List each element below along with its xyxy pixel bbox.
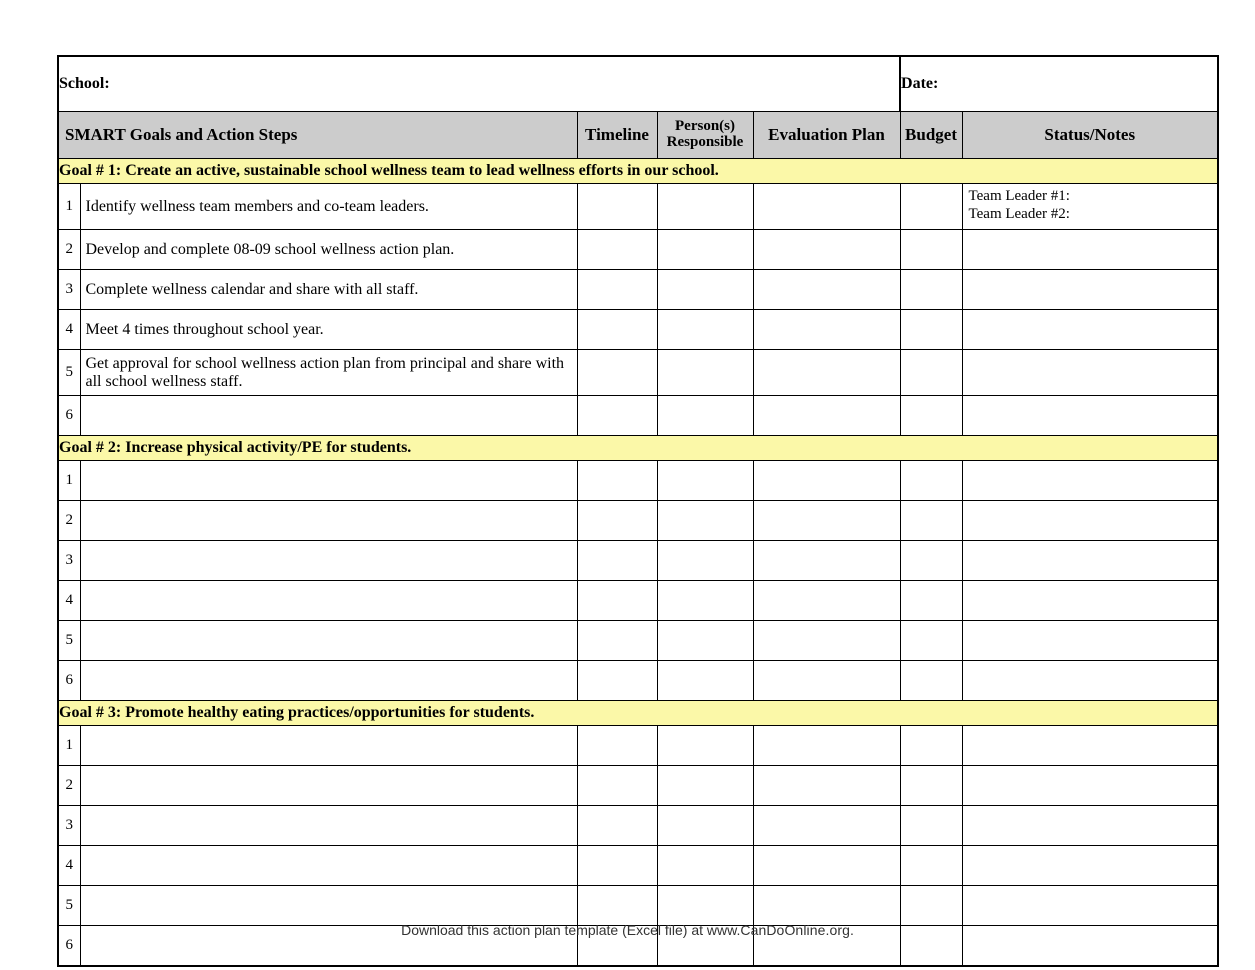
- action-step-cell[interactable]: [80, 501, 577, 541]
- school-date-row: [58, 56, 1218, 112]
- budget-cell[interactable]: [900, 661, 962, 701]
- table-row: [58, 396, 1218, 436]
- action-step-cell[interactable]: [80, 846, 577, 886]
- evaluation-plan-cell[interactable]: [753, 846, 900, 886]
- table-row: [58, 766, 1218, 806]
- action-step-cell[interactable]: [80, 396, 577, 436]
- table-row: [58, 350, 1218, 396]
- row-number: 2: [58, 501, 80, 541]
- evaluation-plan-cell[interactable]: [753, 310, 900, 350]
- budget-cell[interactable]: [900, 350, 962, 396]
- timeline-cell[interactable]: [577, 621, 657, 661]
- person-responsible-cell[interactable]: [657, 350, 753, 396]
- person-responsible-cell[interactable]: [657, 230, 753, 270]
- status-notes-cell[interactable]: [962, 726, 1218, 766]
- person-responsible-cell[interactable]: [657, 726, 753, 766]
- goal-title: Goal # 2: Increase physical activity/PE for students.: [58, 436, 1218, 461]
- date-label: Date:: [900, 56, 1218, 112]
- evaluation-plan-cell[interactable]: [753, 581, 900, 621]
- row-number: 1: [58, 184, 80, 230]
- budget-cell[interactable]: [900, 396, 962, 436]
- column-header-evaluation: Evaluation Plan: [753, 112, 900, 159]
- timeline-cell[interactable]: [577, 461, 657, 501]
- timeline-cell[interactable]: [577, 396, 657, 436]
- evaluation-plan-cell[interactable]: [753, 661, 900, 701]
- status-notes-cell[interactable]: [962, 501, 1218, 541]
- row-number: 2: [58, 230, 80, 270]
- evaluation-plan-cell[interactable]: [753, 270, 900, 310]
- row-number: 6: [58, 661, 80, 701]
- timeline-cell[interactable]: [577, 806, 657, 846]
- table-row: [58, 310, 1218, 350]
- timeline-cell[interactable]: [577, 886, 657, 926]
- status-notes-cell[interactable]: [962, 766, 1218, 806]
- column-header-person: [657, 112, 753, 159]
- footer-text-after: .: [850, 922, 854, 938]
- timeline-cell[interactable]: [577, 270, 657, 310]
- budget-cell[interactable]: [900, 846, 962, 886]
- timeline-cell[interactable]: [577, 501, 657, 541]
- person-responsible-cell[interactable]: [657, 581, 753, 621]
- table-row: [58, 581, 1218, 621]
- person-responsible-cell[interactable]: [657, 766, 753, 806]
- school-label: School:: [58, 56, 900, 112]
- timeline-cell[interactable]: [577, 581, 657, 621]
- action-plan-document: [57, 55, 1217, 967]
- evaluation-plan-cell[interactable]: [753, 184, 900, 230]
- budget-cell[interactable]: [900, 886, 962, 926]
- status-notes-cell[interactable]: [962, 581, 1218, 621]
- evaluation-plan-cell[interactable]: [753, 396, 900, 436]
- row-number: 5: [58, 621, 80, 661]
- person-responsible-cell[interactable]: [657, 886, 753, 926]
- evaluation-plan-cell[interactable]: [753, 621, 900, 661]
- goal-title: Goal # 1: Create an active, sustainable school wellness team to lead wellness efforts in our school.: [58, 159, 1218, 184]
- column-header-steps: SMART Goals and Action Steps: [58, 112, 577, 159]
- column-header-person-line1: Person(s): [675, 118, 735, 135]
- person-responsible-cell[interactable]: [657, 661, 753, 701]
- budget-cell[interactable]: [900, 270, 962, 310]
- action-step-cell[interactable]: Complete wellness calendar and share with all staff.: [80, 270, 577, 310]
- action-step-cell[interactable]: Identify wellness team members and co-team leaders.: [80, 184, 577, 230]
- column-header-timeline: Timeline: [577, 112, 657, 159]
- goal-title-row: [58, 701, 1218, 726]
- status-notes-cell[interactable]: [962, 184, 1218, 230]
- status-note-line: Team Leader #2:: [968, 206, 1070, 222]
- timeline-cell[interactable]: [577, 310, 657, 350]
- action-step-cell[interactable]: [80, 766, 577, 806]
- goal-title-row: [58, 159, 1218, 184]
- footer-domain: CanDoOnline.org: [740, 922, 851, 938]
- table-row: [58, 661, 1218, 701]
- row-number: 4: [58, 310, 80, 350]
- table-row: [58, 886, 1218, 926]
- timeline-cell[interactable]: [577, 350, 657, 396]
- person-responsible-cell[interactable]: [657, 621, 753, 661]
- status-notes-cell[interactable]: [962, 270, 1218, 310]
- action-step-cell[interactable]: [80, 661, 577, 701]
- budget-cell[interactable]: [900, 581, 962, 621]
- action-step-cell[interactable]: [80, 581, 577, 621]
- person-responsible-cell[interactable]: [657, 461, 753, 501]
- evaluation-plan-cell[interactable]: [753, 350, 900, 396]
- timeline-cell[interactable]: [577, 726, 657, 766]
- table-row: [58, 501, 1218, 541]
- budget-cell[interactable]: [900, 766, 962, 806]
- action-step-cell[interactable]: [80, 461, 577, 501]
- budget-cell[interactable]: [900, 726, 962, 766]
- action-step-cell[interactable]: [80, 621, 577, 661]
- action-step-cell[interactable]: [80, 886, 577, 926]
- budget-cell[interactable]: [900, 310, 962, 350]
- row-number: 2: [58, 766, 80, 806]
- status-notes-cell[interactable]: [962, 621, 1218, 661]
- column-header-budget: Budget: [900, 112, 962, 159]
- status-notes-cell[interactable]: [962, 350, 1218, 396]
- person-responsible-cell[interactable]: [657, 501, 753, 541]
- person-responsible-cell[interactable]: [657, 270, 753, 310]
- table-row: [58, 621, 1218, 661]
- status-notes-cell[interactable]: [962, 310, 1218, 350]
- row-number: 1: [58, 461, 80, 501]
- column-header-person-line2: Responsible: [666, 134, 744, 150]
- footer-text-before: Download this action plan template (Excel file) at www.: [401, 922, 741, 938]
- evaluation-plan-cell[interactable]: [753, 886, 900, 926]
- evaluation-plan-cell[interactable]: [753, 806, 900, 846]
- timeline-cell[interactable]: [577, 184, 657, 230]
- status-notes-cell[interactable]: [962, 661, 1218, 701]
- status-notes-cell[interactable]: [962, 396, 1218, 436]
- row-number: 6: [58, 396, 80, 436]
- evaluation-plan-cell[interactable]: [753, 501, 900, 541]
- table-row: [58, 541, 1218, 581]
- row-number: 3: [58, 541, 80, 581]
- action-plan-table: [57, 55, 1219, 967]
- table-row: [58, 230, 1218, 270]
- budget-cell[interactable]: [900, 621, 962, 661]
- evaluation-plan-cell[interactable]: [753, 766, 900, 806]
- row-number: 4: [58, 846, 80, 886]
- budget-cell[interactable]: [900, 806, 962, 846]
- person-responsible-cell[interactable]: [657, 396, 753, 436]
- evaluation-plan-cell[interactable]: [753, 541, 900, 581]
- budget-cell[interactable]: [900, 461, 962, 501]
- status-notes-cell[interactable]: [962, 461, 1218, 501]
- goal-title-row: [58, 436, 1218, 461]
- table-row: [58, 270, 1218, 310]
- status-notes-cell[interactable]: [962, 230, 1218, 270]
- person-responsible-cell[interactable]: [657, 806, 753, 846]
- budget-cell[interactable]: [900, 501, 962, 541]
- person-responsible-cell[interactable]: [657, 310, 753, 350]
- column-header-row: [58, 112, 1218, 159]
- timeline-cell[interactable]: [577, 846, 657, 886]
- row-number: 5: [58, 886, 80, 926]
- evaluation-plan-cell[interactable]: [753, 230, 900, 270]
- row-number: 6: [58, 926, 80, 967]
- budget-cell[interactable]: [900, 230, 962, 270]
- person-responsible-cell[interactable]: [657, 184, 753, 230]
- column-header-status: Status/Notes: [962, 112, 1218, 159]
- table-row: [58, 846, 1218, 886]
- action-step-cell[interactable]: [80, 806, 577, 846]
- table-row: [58, 806, 1218, 846]
- goal-title: Goal # 3: Promote healthy eating practices/opportunities for students.: [58, 701, 1218, 726]
- row-number: 4: [58, 581, 80, 621]
- row-number: 3: [58, 270, 80, 310]
- status-notes-cell[interactable]: [962, 886, 1218, 926]
- action-step-cell[interactable]: Meet 4 times throughout school year.: [80, 310, 577, 350]
- row-number: 3: [58, 806, 80, 846]
- action-step-cell[interactable]: [80, 726, 577, 766]
- budget-cell[interactable]: [900, 184, 962, 230]
- timeline-cell[interactable]: [577, 661, 657, 701]
- timeline-cell[interactable]: [577, 230, 657, 270]
- footer-note: [0, 922, 1255, 938]
- status-notes-cell[interactable]: [962, 541, 1218, 581]
- action-step-cell[interactable]: Develop and complete 08-09 school wellness action plan.: [80, 230, 577, 270]
- evaluation-plan-cell[interactable]: [753, 726, 900, 766]
- row-number: 1: [58, 726, 80, 766]
- timeline-cell[interactable]: [577, 541, 657, 581]
- person-responsible-cell[interactable]: [657, 541, 753, 581]
- table-row: [58, 184, 1218, 230]
- evaluation-plan-cell[interactable]: [753, 461, 900, 501]
- timeline-cell[interactable]: [577, 766, 657, 806]
- action-step-cell[interactable]: [80, 541, 577, 581]
- table-row: [58, 461, 1218, 501]
- table-row: [58, 726, 1218, 766]
- status-note-line: Team Leader #1:: [968, 188, 1070, 204]
- row-number: 5: [58, 350, 80, 396]
- action-step-cell[interactable]: Get approval for school wellness action plan from principal and share with all school wellness staff.: [80, 350, 577, 396]
- person-responsible-cell[interactable]: [657, 846, 753, 886]
- status-notes-cell[interactable]: [962, 806, 1218, 846]
- status-notes-cell[interactable]: [962, 846, 1218, 886]
- budget-cell[interactable]: [900, 541, 962, 581]
- table-body: [58, 56, 1218, 966]
